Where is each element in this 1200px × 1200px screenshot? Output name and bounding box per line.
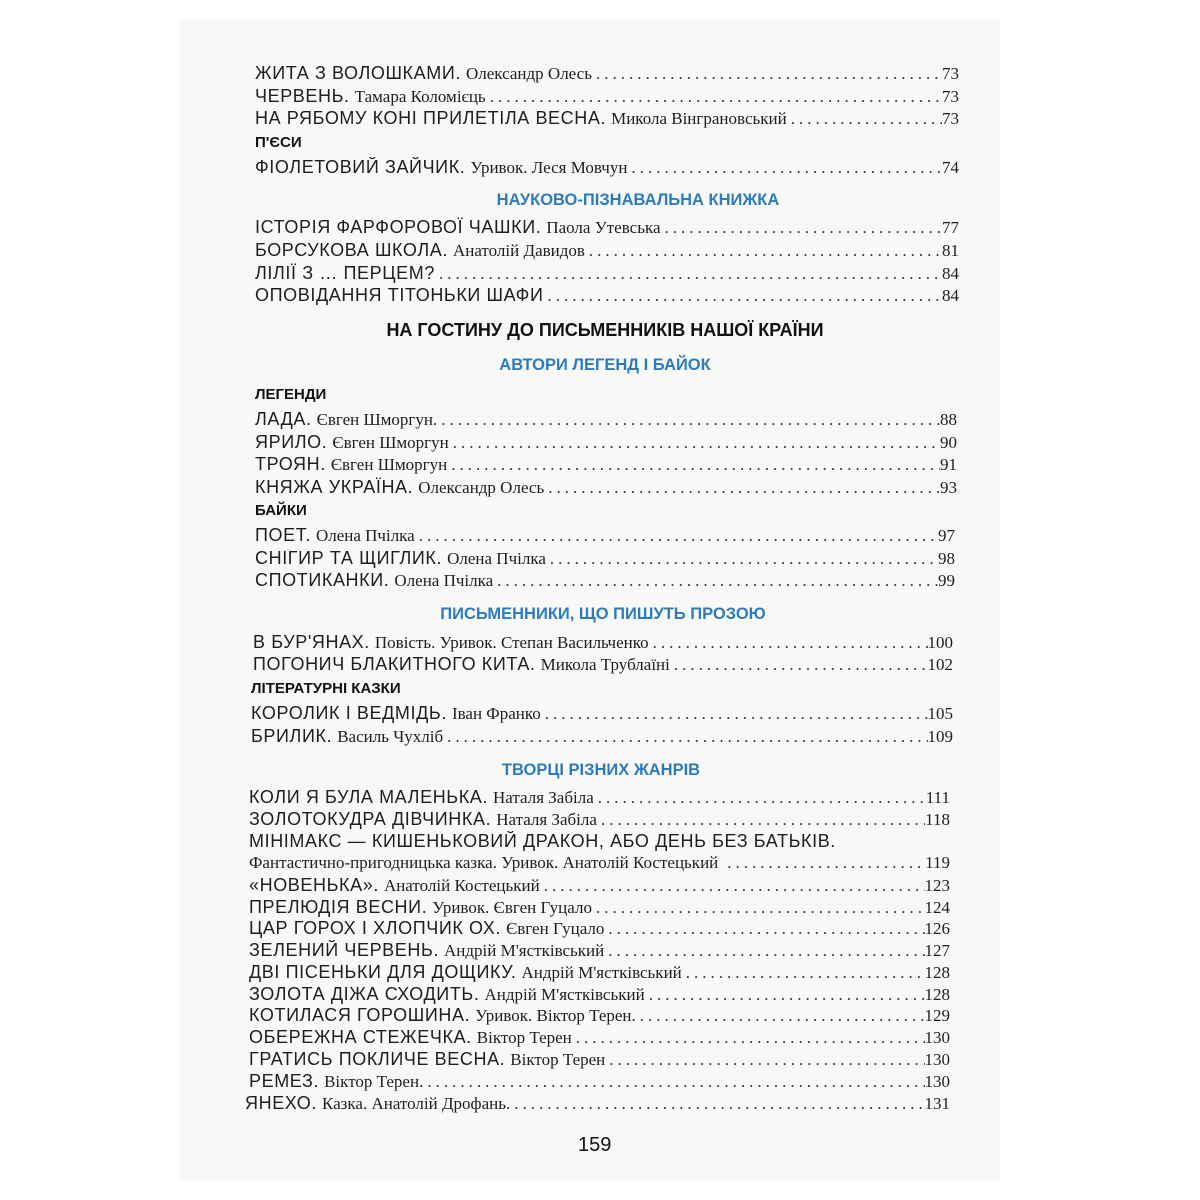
dot-leader (449, 433, 940, 453)
entry-author: Микола Трублаїні (540, 655, 670, 674)
entry-page: 128 (924, 985, 950, 1004)
entry-title: БРИЛИК. (251, 726, 333, 746)
toc-entry (249, 787, 950, 811)
entry-page: 88 (940, 410, 957, 429)
dot-leader (636, 1006, 925, 1026)
dot-leader (682, 963, 925, 983)
toc-entry (255, 525, 955, 549)
dot-leader (605, 1050, 924, 1070)
entry-subtitle: Фантастично-пригодницька казка. Уривок. Анатолій Костецький (249, 853, 719, 872)
entry-title: ЗОЛОТА ДІЖА СХОДИТЬ. (249, 984, 480, 1004)
entry-author: Андрій М'ястківський (521, 963, 682, 982)
entry-title: ПОГОНИЧ БЛАКИТНОГО КИТА. (253, 654, 536, 674)
toc-entry (255, 454, 957, 478)
entry-page: 81 (942, 241, 959, 260)
entry-page: 73 (942, 87, 959, 106)
dot-leader (723, 853, 925, 873)
entry-page: 105 (927, 704, 953, 723)
entry-author: Євген Шморгун. (316, 410, 438, 429)
dot-leader (604, 941, 924, 961)
toc-entry (253, 654, 953, 678)
dot-leader (544, 478, 940, 498)
entry-page: 74 (942, 158, 959, 177)
toc-entry (255, 432, 957, 456)
entry-title: ЖИТА З ВОЛОШКАМИ. (255, 63, 461, 83)
dot-leader (649, 633, 928, 653)
entry-page: 129 (924, 1006, 950, 1025)
toc-entry (255, 570, 955, 594)
entry-page: 109 (927, 727, 953, 746)
entry-title: МІНІМАКС — КИШЕНЬКОВИЙ ДРАКОН, АБО ДЕНЬ БЕЗ БАТЬКІВ. (249, 831, 836, 851)
entry-title: ЗОЛОТОКУДРА ДІВЧИНКА. (249, 809, 492, 829)
entry-page: 100 (927, 633, 953, 652)
toc-entry (249, 962, 950, 986)
entry-title: ЧЕРВЕНЬ. (255, 86, 350, 106)
entry-title: ЛАДА. (255, 409, 312, 429)
dot-leader (510, 1094, 924, 1114)
entry-title: КНЯЖА УКРАЇНА. (255, 477, 414, 497)
entry-page: 73 (942, 109, 959, 128)
toc-entry (251, 703, 953, 727)
entry-page: 126 (924, 919, 950, 938)
dot-leader (544, 286, 943, 306)
entry-title: ФІОЛЕТОВИЙ ЗАЙЧИК. (255, 157, 466, 177)
toc-entry (255, 217, 959, 241)
toc-entry (255, 548, 955, 572)
entry-title: ОБЕРЕЖНА СТЕЖЕЧКА. (249, 1027, 472, 1047)
dot-leader (493, 571, 938, 591)
entry-page: 99 (938, 571, 955, 590)
subheading-literary-tales: ЛІТЕРАТУРНІ КАЗКИ (251, 680, 401, 697)
dot-leader (585, 241, 942, 261)
entry-page: 77 (942, 218, 959, 237)
entry-author: Паола Утевська (546, 218, 661, 237)
toc-entry-title-line (249, 831, 950, 855)
entry-author: Олександр Олесь (465, 64, 592, 83)
entry-title: РЕМЕЗ. (249, 1071, 320, 1091)
dot-leader (443, 727, 927, 747)
entry-title: СНІГИР ТА ЩИГЛИК. (255, 548, 443, 568)
entry-title: ЛІЛІЇ З … ПЕРЦЕМ? (255, 263, 435, 283)
toc-entry (255, 157, 959, 181)
entry-page: 90 (940, 433, 957, 452)
toc-entry (249, 875, 950, 899)
entry-author: Олександр Олесь (418, 478, 545, 497)
page-number: 159 (578, 1134, 612, 1156)
entry-author: Повість. Уривок. Степан Васильченко (374, 633, 649, 652)
toc-entry (249, 1071, 950, 1095)
entry-page: 98 (938, 549, 955, 568)
section-heading-genres: ТВОРЦІ РІЗНИХ ЖАНРІВ (501, 761, 701, 779)
entry-author: Уривок. Євген Гуцало (432, 898, 592, 917)
entry-author: Євген Шморгун (330, 455, 448, 474)
entry-page: 128 (924, 963, 950, 982)
dot-leader (572, 1028, 925, 1048)
entry-author: Олена Пчілка (315, 526, 415, 545)
dot-leader (645, 985, 925, 1005)
entry-page: 130 (924, 1028, 950, 1047)
dot-leader (592, 898, 925, 918)
entry-page: 130 (924, 1050, 950, 1069)
dot-leader (592, 64, 942, 84)
entry-page: 91 (940, 455, 957, 474)
entry-title: СПОТИКАНКИ. (255, 570, 390, 590)
entry-page: 102 (927, 655, 953, 674)
entry-page: 119 (925, 853, 950, 872)
section-heading-science: НАУКОВО-ПІЗНАВАЛЬНА КНИЖКА (496, 191, 780, 209)
entry-title: ПОЕТ. (255, 525, 311, 545)
toc-entry (253, 632, 953, 656)
entry-author: Євген Шморгун (332, 433, 449, 452)
entry-page: 84 (942, 286, 959, 305)
entry-author: Іван Франко (451, 704, 541, 723)
section-heading-prose: ПИСЬМЕННИКИ, ЩО ПИШУТЬ ПРОЗОЮ (440, 605, 766, 623)
entry-page: 73 (942, 64, 959, 83)
section-heading-legends: АВТОРИ ЛЕГЕНД І БАЙОК (499, 356, 711, 374)
entry-title: ОПОВІДАННЯ ТІТОНЬКИ ШАФИ (255, 285, 544, 305)
dot-leader (435, 264, 942, 284)
toc-entry (249, 1005, 950, 1029)
entry-page: 131 (924, 1094, 950, 1113)
entry-page: 111 (925, 788, 950, 807)
entry-page: 93 (940, 478, 957, 497)
entry-title: ЦАР ГОРОХ І ХЛОПЧИК ОХ. (249, 918, 502, 938)
entry-page: 124 (924, 898, 950, 917)
entry-title: КОРОЛИК І ВЕДМІДЬ. (251, 703, 447, 723)
entry-author: Віктор Терен (476, 1028, 572, 1047)
entry-author: Микола Вінграновський (611, 109, 787, 128)
entry-author: Андрій М'ястківський (484, 985, 645, 1004)
entry-page: 123 (924, 876, 950, 895)
toc-entry (249, 940, 950, 964)
entry-author: Казка. Анатолій Дрофань. (322, 1094, 511, 1113)
dot-leader (597, 810, 925, 830)
entry-title: КОЛИ Я БУЛА МАЛЕНЬКА. (249, 787, 489, 807)
entry-title: КОТИЛАСЯ ГОРОШИНА. (249, 1005, 471, 1025)
entry-author: Тамара Коломієць (354, 87, 486, 106)
entry-title: ТРОЯН. (255, 454, 326, 474)
toc-entry (245, 1093, 950, 1117)
entry-author: Віктор Терен (510, 1050, 606, 1069)
entry-title: НА РЯБОМУ КОНІ ПРИЛЕТІЛА ВЕСНА. (255, 108, 607, 128)
entry-title: ЯНЕХО. (245, 1093, 318, 1113)
toc-entry (249, 809, 950, 833)
dot-leader (415, 526, 938, 546)
entry-page: 97 (938, 526, 955, 545)
dot-leader (661, 218, 943, 238)
entry-author: Анатолій Давидов (452, 241, 585, 260)
dot-leader (447, 455, 940, 475)
entry-title: ЗЕЛЕНИЙ ЧЕРВЕНЬ. (249, 940, 440, 960)
dot-leader (423, 1072, 924, 1092)
toc-entry (255, 240, 959, 264)
dot-leader (627, 158, 942, 178)
toc-entry (249, 1027, 950, 1051)
entry-author: Віктор Терен. (324, 1072, 424, 1091)
dot-leader (546, 549, 938, 569)
toc-entry (249, 1049, 950, 1073)
entry-title: ПРЕЛЮДІЯ ВЕСНИ. (249, 897, 428, 917)
entry-title: БОРСУКОВА ШКОЛА. (255, 240, 448, 260)
subheading-plays: П'ЄСИ (255, 134, 302, 151)
toc-entry (255, 63, 959, 87)
toc-entry (255, 108, 959, 132)
subheading-legends: ЛЕГЕНДИ (255, 386, 327, 403)
toc-entry (249, 918, 950, 942)
dot-leader (787, 109, 942, 129)
toc-entry (255, 285, 959, 309)
toc-entry (251, 726, 953, 750)
entry-author: Євген Гуцало (506, 919, 605, 938)
entry-author: Андрій М'ястківський (444, 941, 605, 960)
dot-leader (594, 788, 926, 808)
entry-author: Олена Пчілка (394, 571, 494, 590)
toc-entry (255, 263, 959, 287)
entry-title: ІСТОРІЯ ФАРФОРОВОЇ ЧАШКИ. (255, 217, 542, 237)
entry-title: ЯРИЛО. (255, 432, 328, 452)
entry-author: Наталя Забіла (496, 810, 597, 829)
entry-page: 130 (924, 1072, 950, 1091)
entry-title: В БУР'ЯНАХ. (253, 632, 370, 652)
toc-entry (255, 477, 957, 501)
part-heading-writers: НА ГОСТИНУ ДО ПИСЬМЕННИКІВ НАШОЇ КРАЇНИ (386, 320, 824, 340)
dot-leader (437, 410, 940, 430)
entry-page: 127 (924, 941, 950, 960)
entry-author: Уривок. Леся Мовчун (470, 158, 628, 177)
toc-entry (255, 409, 957, 433)
entry-author: Уривок. Віктор Терен. (475, 1006, 636, 1025)
dot-leader (540, 876, 925, 896)
dot-leader (604, 919, 924, 939)
entry-author: Анатолій Костецький (383, 876, 540, 895)
subheading-fables: БАЙКИ (255, 502, 307, 519)
entry-page: 118 (925, 810, 950, 829)
entry-author: Олена Пчілка (447, 549, 546, 568)
toc-entry (249, 853, 950, 877)
entry-author: Василь Чухліб (337, 727, 444, 746)
dot-leader (670, 655, 928, 675)
entry-page: 84 (942, 264, 959, 283)
dot-leader (541, 704, 928, 724)
entry-title: ДВІ ПІСЕНЬКИ ДЛЯ ДОЩИКУ. (249, 962, 517, 982)
entry-title: ГРАТИСЬ ПОКЛИЧЕ ВЕСНА. (249, 1049, 506, 1069)
entry-title: «НОВЕНЬКА». (249, 875, 379, 895)
toc-entry (255, 86, 959, 110)
entry-author: Наталя Забіла (493, 788, 594, 807)
dot-leader (486, 87, 942, 107)
